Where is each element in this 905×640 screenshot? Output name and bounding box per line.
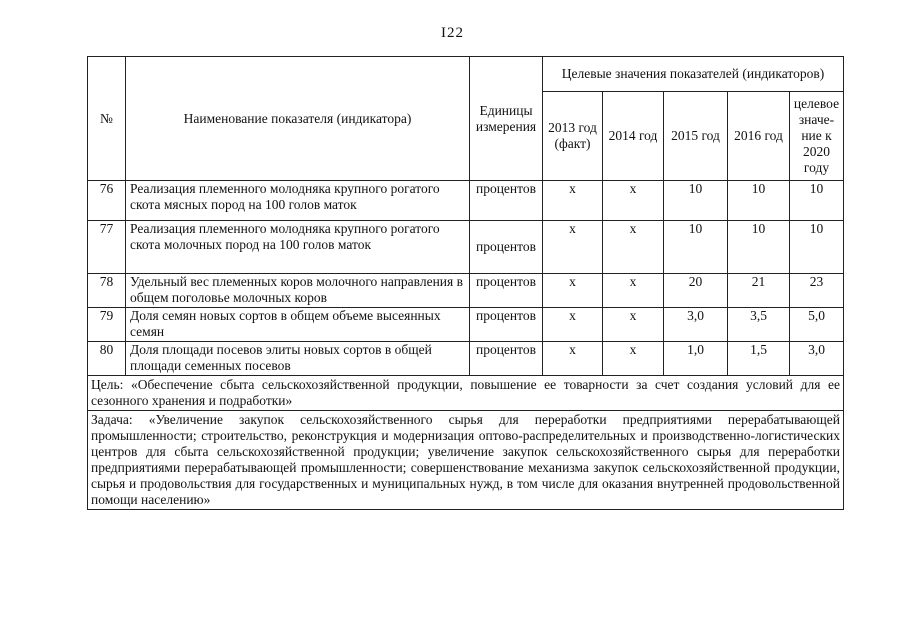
row-value-2016: 10 — [728, 221, 790, 274]
goal-text: Цель: «Обеспечение сбыта сельскохозяйственной продукции, повышение ее товарности за счет создания условий для ее сезонного хранения и подработки» — [88, 376, 844, 411]
row-value-2015: 10 — [664, 221, 728, 274]
row-value-2014: х — [603, 342, 664, 376]
header-2015: 2015 год — [664, 92, 728, 181]
row-name: Реализация племенного молодняка крупного рогатого скота молочных пород на 100 голов маток — [126, 221, 470, 274]
row-value-2013: х — [543, 181, 603, 221]
task-row — [88, 411, 844, 510]
row-value-2015: 20 — [664, 274, 728, 308]
row-value-2015: 10 — [664, 181, 728, 221]
row-value-2013: х — [543, 342, 603, 376]
row-num: 79 — [88, 308, 126, 342]
row-num: 80 — [88, 342, 126, 376]
table-row — [88, 181, 844, 221]
header-2014: 2014 год — [603, 92, 664, 181]
row-value-2013: х — [543, 308, 603, 342]
row-value-2020: 10 — [790, 181, 844, 221]
goal-row — [88, 376, 844, 411]
header-2016: 2016 год — [728, 92, 790, 181]
table-row — [88, 308, 844, 342]
row-value-2020: 23 — [790, 274, 844, 308]
row-value-2016: 21 — [728, 274, 790, 308]
table-row — [88, 342, 844, 376]
row-name: Удельный вес племенных коров молочного направления в общем поголовье молочных коров — [126, 274, 470, 308]
row-value-2014: х — [603, 274, 664, 308]
row-value-2016: 10 — [728, 181, 790, 221]
page-number: I22 — [441, 25, 464, 41]
row-name: Реализация племенного молодняка крупного рогатого скота мясных пород на 100 голов маток — [126, 181, 470, 221]
row-value-2013: х — [543, 274, 603, 308]
row-value-2014: х — [603, 181, 664, 221]
header-2013: 2013 год (факт) — [543, 92, 603, 181]
row-value-2015: 1,0 — [664, 342, 728, 376]
row-value-2013: х — [543, 221, 603, 274]
indicators-table — [87, 56, 844, 510]
row-unit: процентов — [470, 274, 543, 308]
row-name: Доля семян новых сортов в общем объеме высеянных семян — [126, 308, 470, 342]
row-value-2016: 3,5 — [728, 308, 790, 342]
row-value-2020: 10 — [790, 221, 844, 274]
task-text: Задача: «Увеличение закупок сельскохозяйственного сырья для переработки предприятиями перерабатывающей промышленности; строительство, реконструкция и модернизация оптово-распределительных и производственно-логистических центров для сбыта сельскохозяйственной продукции; увеличение закупок сельскохозяйственного сырья для переработки предприятиями перерабатывающей промышленности; совершенствование механизма закупок сельскохозяйственной продукции, сырья и продовольствия для государственных и муниципальных нужд, в том числе для оказания внутренней продовольственной помощи населению» — [88, 411, 844, 510]
row-value-2016: 1,5 — [728, 342, 790, 376]
row-value-2014: х — [603, 308, 664, 342]
header-name: Наименование показателя (индикатора) — [126, 57, 470, 181]
row-num: 78 — [88, 274, 126, 308]
header-unit: Единицы измерения — [470, 57, 543, 181]
row-unit: процентов — [470, 221, 543, 274]
row-unit: процентов — [470, 308, 543, 342]
header-2020: целевое значе-ние к 2020 году — [790, 92, 844, 181]
header-target-group: Целевые значения показателей (индикаторов) — [543, 57, 844, 92]
row-unit: процентов — [470, 181, 543, 221]
table-row — [88, 221, 844, 274]
row-value-2020: 5,0 — [790, 308, 844, 342]
row-name: Доля площади посевов элиты новых сортов в общей площади семенных посевов — [126, 342, 470, 376]
row-unit: процентов — [470, 342, 543, 376]
row-num: 76 — [88, 181, 126, 221]
row-num: 77 — [88, 221, 126, 274]
row-value-2020: 3,0 — [790, 342, 844, 376]
row-value-2015: 3,0 — [664, 308, 728, 342]
table-row — [88, 274, 844, 308]
row-value-2014: х — [603, 221, 664, 274]
header-num: № — [88, 57, 126, 181]
